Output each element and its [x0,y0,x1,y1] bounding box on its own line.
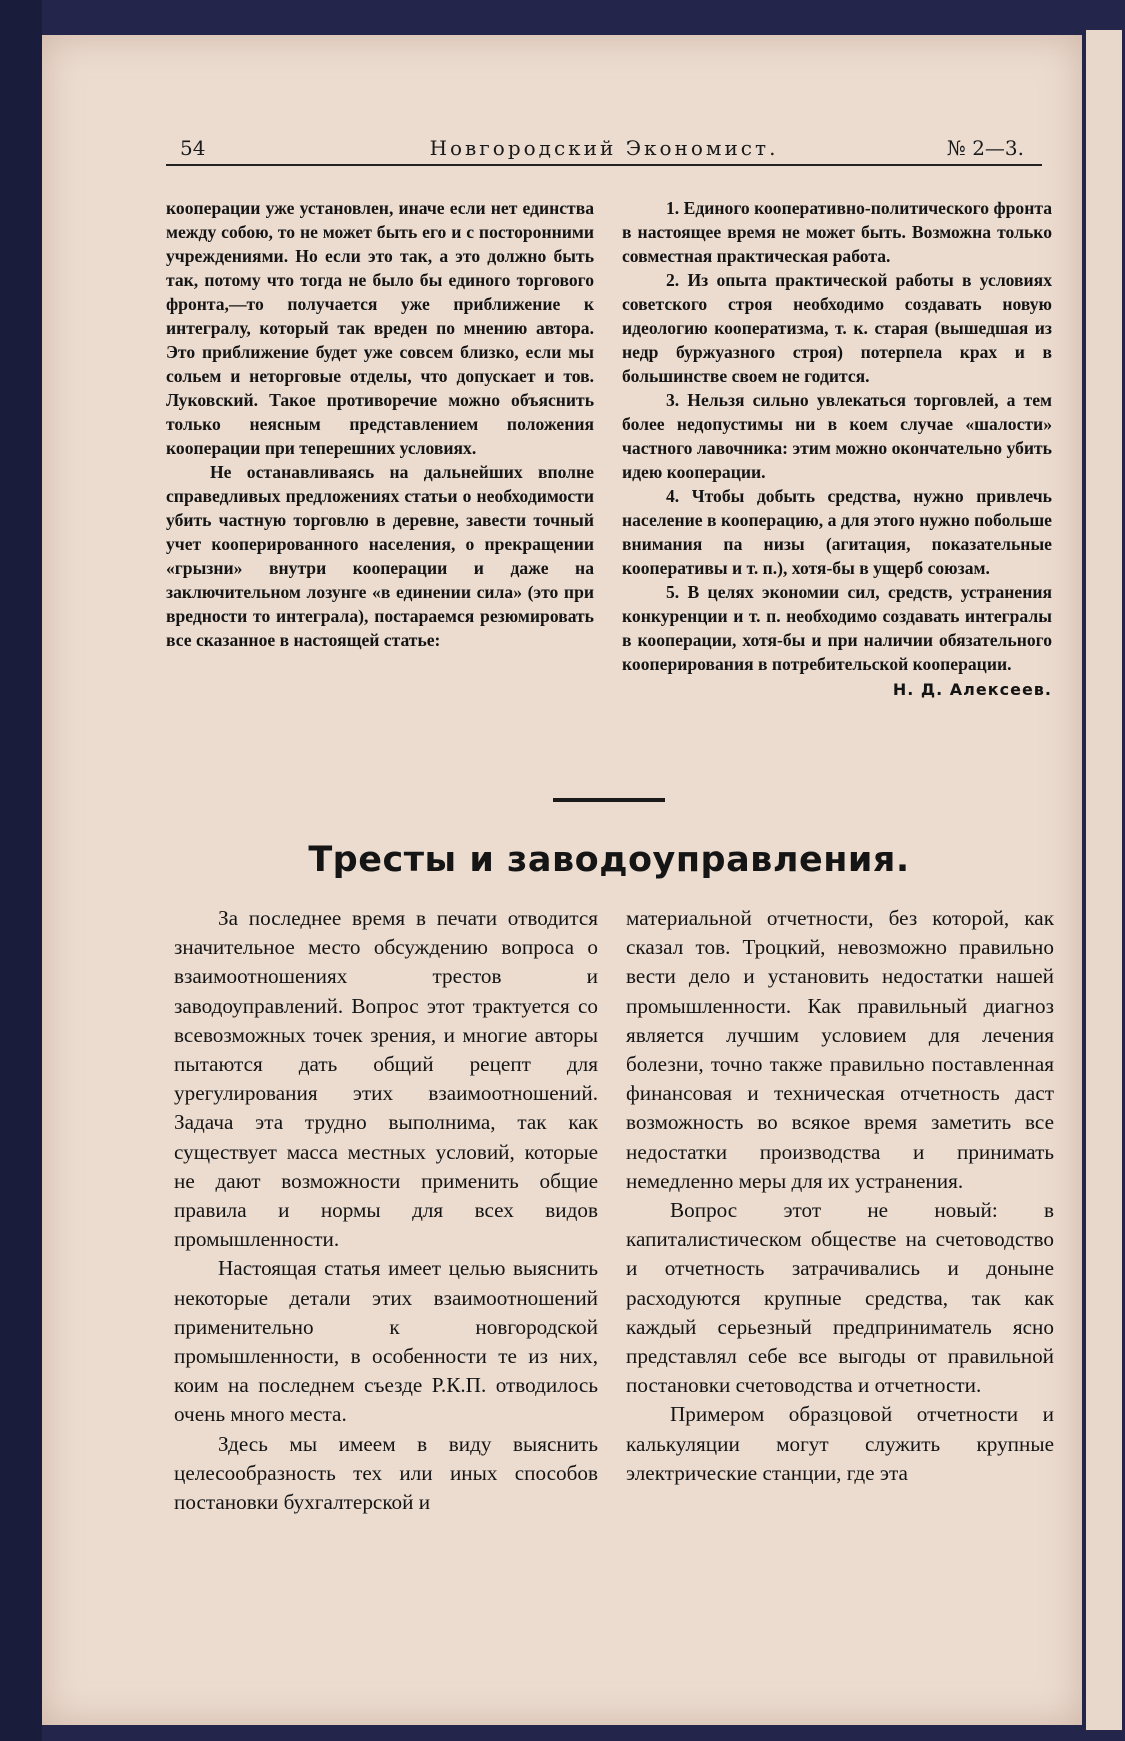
previous-article-left-column [166,196,594,652]
conclusion-item-3: 3. Нельзя сильно увлекаться торговлей, а тем более недопустимы ни в коем случае «шалости» частного лавочника: этим можно окончательно убить идею кооперации. [622,390,1052,482]
running-header [166,132,1042,166]
conclusion-item-4: 4. Чтобы добыть средства, нужно привлечь население в кооперацию, а для этого нужно побольше внимания па низы (агитация, показательные кооперативы и т. п.), хотя-бы в ущерб союзам. [622,486,1052,578]
issue-number: № 2—3. [946,136,1024,160]
conclusion-item-5: 5. В целях экономии сил, средств, устранения конкуренции и т. п. необходимо создавать интегралы в кооперации, хотя-бы и при наличии обязательного кооперирования в потребительской кооперации. [622,582,1052,674]
conclusion-item-2: 2. Из опыта практической работы в условиях советского строя необходимо создавать новую идеологию кооператизма, т. к. старая (вышедшая из недр буржуазного строя) потерпела крах и в большинстве своем не годится. [622,270,1052,386]
paragraph: кооперации уже установлен, иначе если нет единства между собою, то не может быть его и с посторонними учреждениями. Но если это так, а это должно быть так, потому что тогда не было бы единого торгового фронта,—то получается уже приближение к интегралу, который так вреден по мнению автора. Это приближение будет уже совсем близко, если мы сольем и неторговые отделы, что допускает и тов. Луковский. Такое противоречие можно объяснить только неясным представлением положения кооперации при теперешних условиях. [166,198,594,458]
paragraph: Вопрос этот не новый: в капиталистическом обществе на счетоводство и отчетность затрачивались и доныне расходуются крупные средства, так как каждый серьезный предприниматель ясно представлял себе все выгоды от правильной постановки счетоводства и отчетности. [626,1198,1054,1398]
paragraph: За последнее время в печати отводится значительное место обсуждению вопроса о взаимоотношениях трестов и заводоуправлений. Вопрос этот трактуется со всевозможных точек зрения, и многие авторы пытаются дать общий рецепт для урегулирования этих взаимоотношений. Задача эта трудно выполнима, так как существует масса местных условий, которые не дают возможности применить общие правила и нормы для всех видов промышленности. [174,906,598,1252]
conclusion-item-1: 1. Единого кооперативно-политического фронта в настоящее время не может быть. Возможна только совместная практическая работа. [622,198,1052,266]
journal-title: Новгородский Экономист. [429,136,779,160]
paragraph: материальной отчетности, без которой, как сказал тов. Троцкий, невозможно правильно вести дело и установить недостатки нашей промышленности. Как правильный диагноз является лучшим условием для лечения болезни, точно также правильно поставленная финансовая и техническая отчетность даст возможность во всякое время заметить все недостатки производства и принимать немедленно меры для их устранения. [626,906,1054,1193]
paragraph: Не останавливаясь на дальнейших вполне справедливых предложениях статьи о необходимости убить частную торговлю в деревне, завести точный учет кооперированного населения, о прекращении «грызни» внутри кооперации и даже на заключительном лозунге «в единении сила» (это при вредности то интеграла), постараемся резюмировать все сказанное в настоящей статье: [166,462,594,650]
page-number: 54 [180,136,206,160]
author-signature: Н. Д. Алексеев. [892,680,1052,699]
adjacent-page-edge [1086,30,1122,1730]
paragraph: Настоящая статья имеет целью выяснить некоторые детали этих взаимоотношений применительно к новгородской промышленности, в особенности те из них, коим на последнем съезде Р.К.П. отводилось очень много места. [174,1256,598,1427]
section-divider [553,798,665,802]
scan-background-left [0,0,42,1741]
article-left-column [174,904,598,1517]
article-title: Тресты и заводоуправления. [308,840,910,880]
paragraph: Примером образцовой отчетности и калькуляции могут служить крупные электрические станции, где эта [626,1402,1054,1485]
paragraph: Здесь мы имеем в виду выяснить целесообразность тех или иных способов постановки бухгалтерской и [174,1431,598,1515]
article-right-column [626,904,1054,1488]
previous-article-right-column [622,196,1052,702]
